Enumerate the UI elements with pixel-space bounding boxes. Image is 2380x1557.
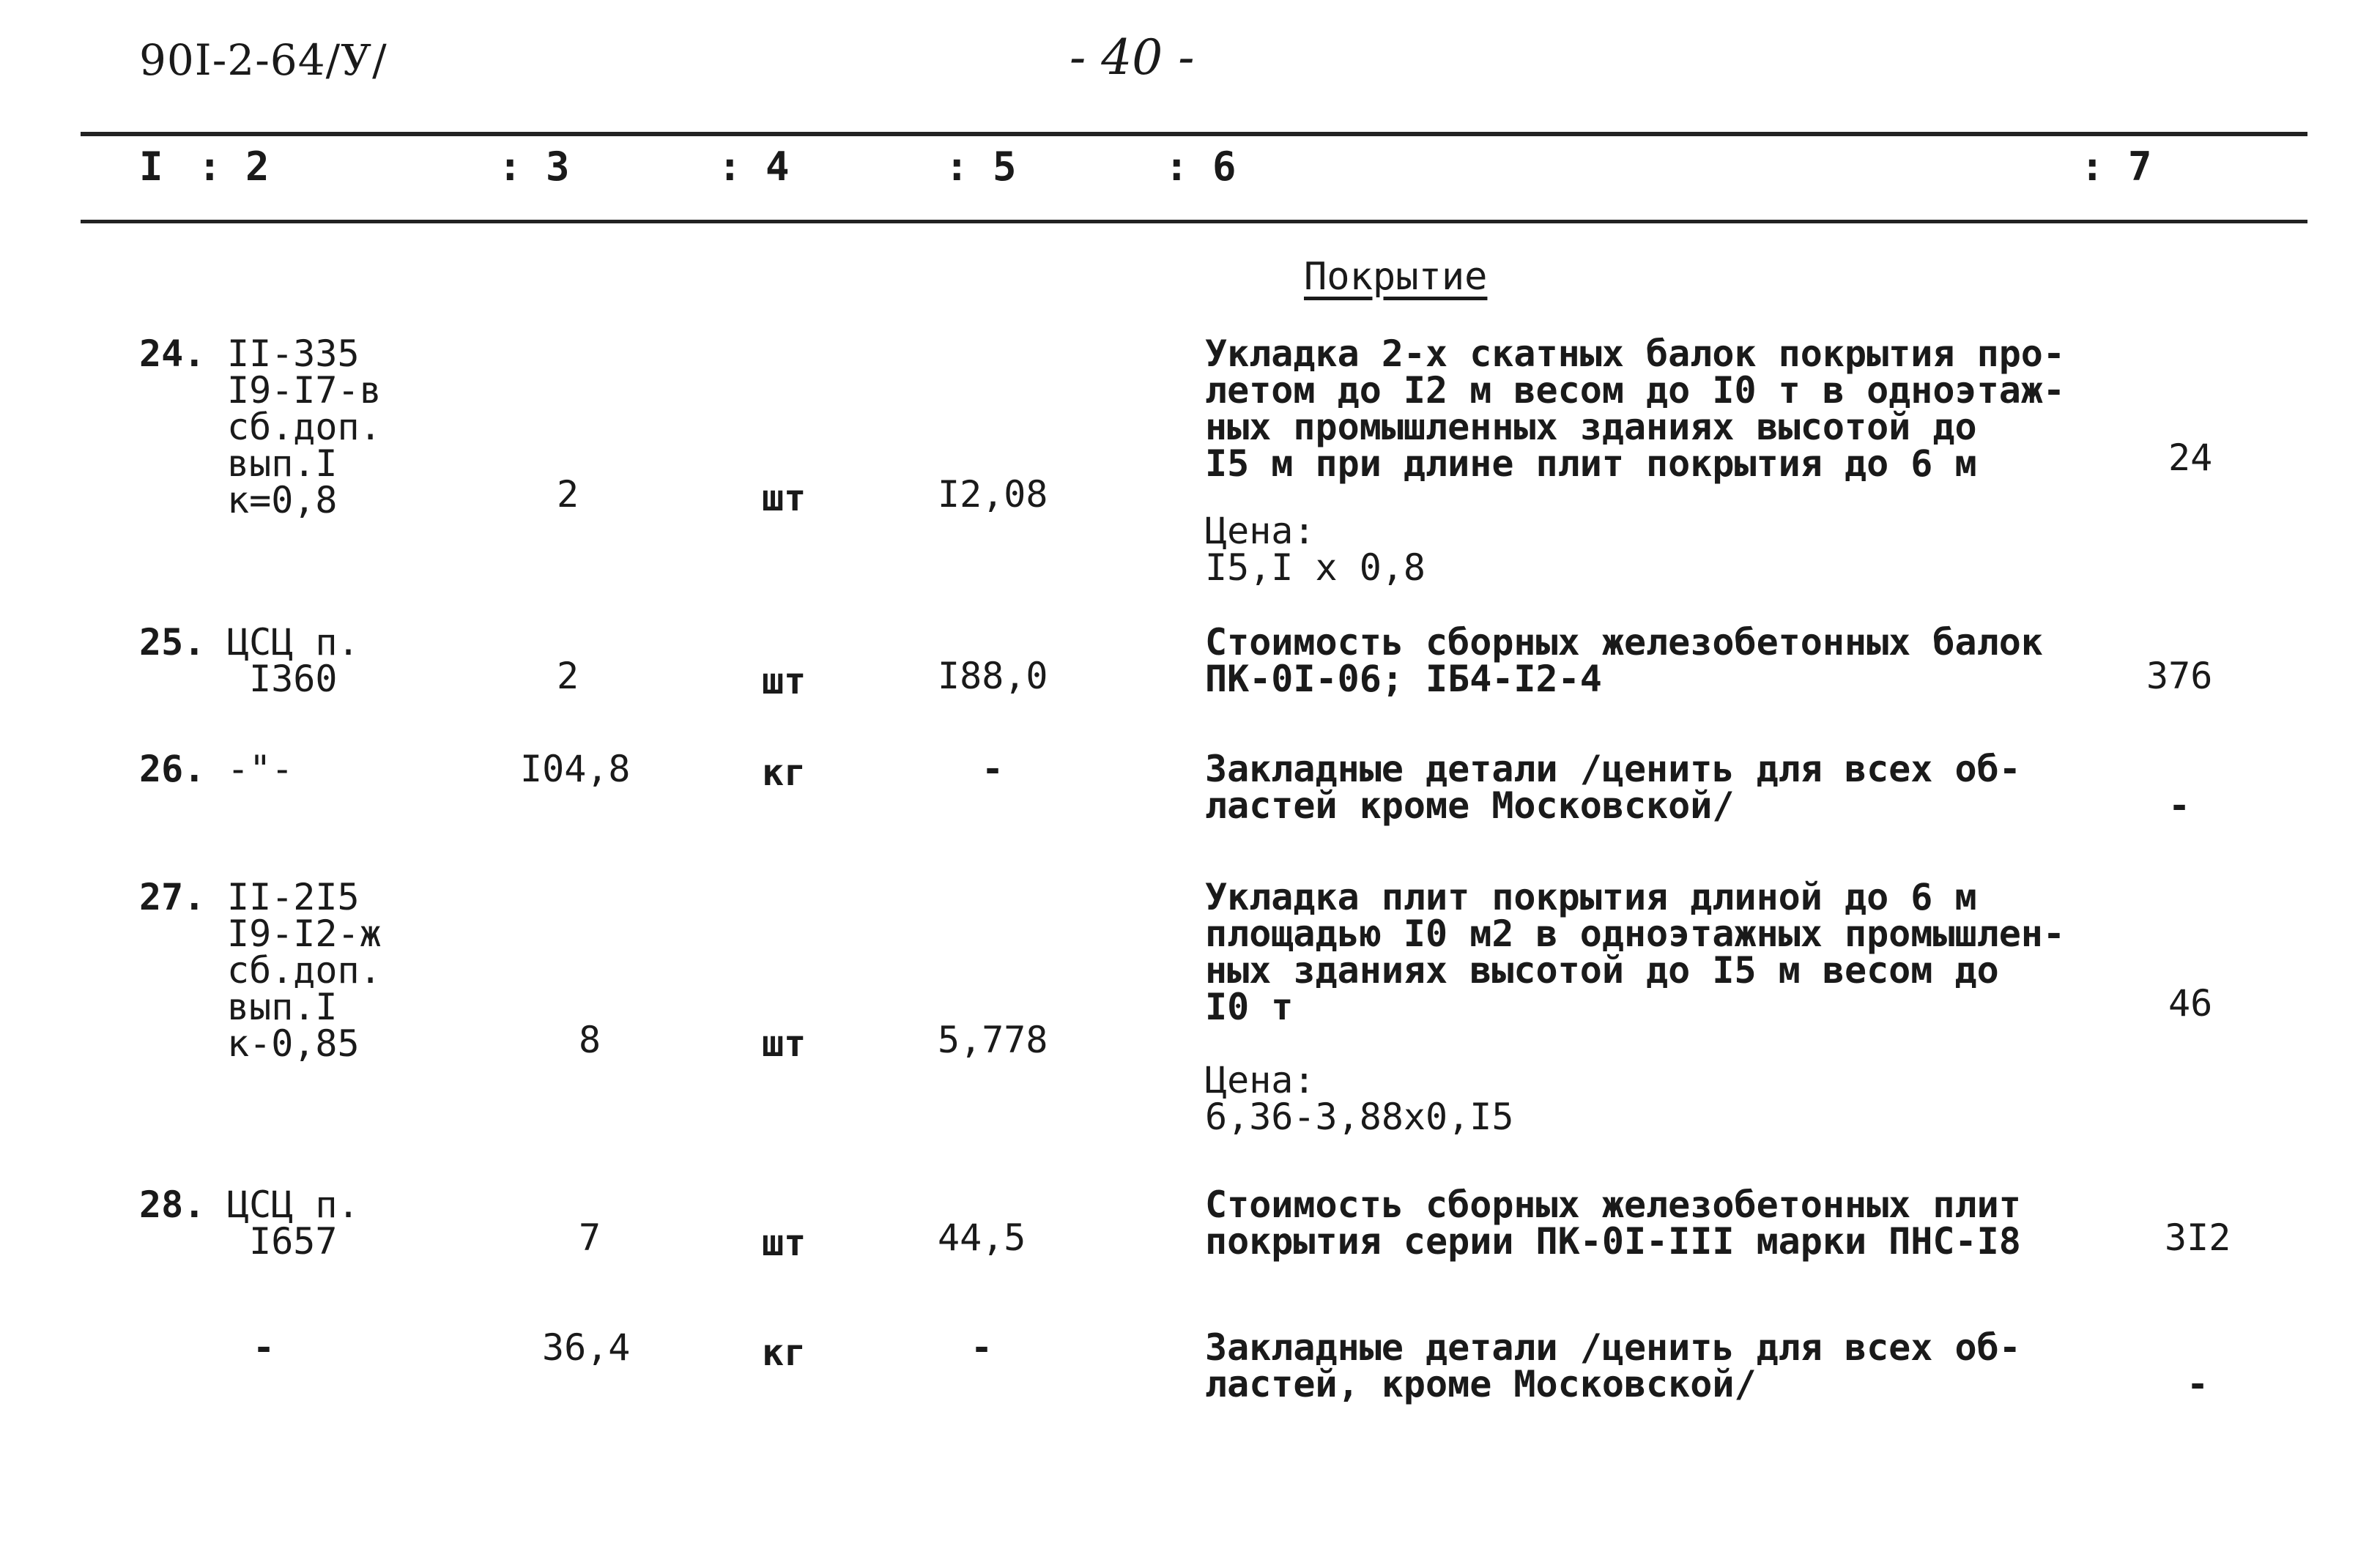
section-title: Покрытие <box>1304 255 1488 299</box>
row-total: 3I2 <box>2165 1216 2231 1259</box>
row-reference: ЦСЦ п. I360 <box>227 621 360 700</box>
row-description: Закладные детали /ценить для всех об- ластей кроме Московской/ <box>1205 748 2021 827</box>
row-price: - <box>982 748 1004 790</box>
row-total: - <box>2187 1363 2209 1405</box>
row-reference: II-335 I9-I7-в сб.доп. вып.I к=0,8 <box>227 332 382 521</box>
row-total: - <box>2168 784 2191 827</box>
row-unit: шт <box>762 1222 807 1264</box>
row-price: I88,0 <box>938 655 1048 697</box>
row-total: 376 <box>2146 655 2213 697</box>
row-price: - <box>971 1326 993 1369</box>
row-price: 44,5 <box>938 1216 1026 1259</box>
row-description: Стоимость сборных железобетонных плит покрытия серии ПК-0I-III марки ПНС-I8 <box>1205 1183 2021 1263</box>
document-code: 90I-2-64/У/ <box>139 35 388 85</box>
row-description: Стоимость сборных железобетонных балок ПК-0I-06; IБ4-I2-4 <box>1205 621 2043 700</box>
row-unit: шт <box>762 477 807 519</box>
row-quantity: 7 <box>579 1216 601 1259</box>
row-quantity: 2 <box>557 655 579 697</box>
col-header-6: : 6 <box>1165 144 1237 190</box>
row-quantity: 8 <box>579 1019 601 1061</box>
row-price-note: Цена: 6,36-3,88x0,I5 <box>1205 1059 1514 1138</box>
row-number: 27. <box>139 876 206 918</box>
row-number: 24. <box>139 332 206 375</box>
header-rule-bottom <box>81 220 2307 223</box>
row-reference: - <box>253 1326 275 1369</box>
row-reference: ЦСЦ п. I657 <box>227 1183 360 1263</box>
row-total: 24 <box>2168 436 2213 479</box>
row-quantity: 2 <box>557 473 579 516</box>
row-unit: кг <box>762 1331 807 1374</box>
row-price: I2,08 <box>938 473 1048 516</box>
row-price: 5,778 <box>938 1019 1048 1061</box>
row-reference: -"- <box>227 748 294 790</box>
row-description: Укладка плит покрытия длиной до 6 м площадью I0 м2 в одноэтажных промышлен- ных зданиях высотой до I5 м весом до I0 т <box>1205 876 2065 1028</box>
row-description: Закладные детали /ценить для всех об- ластей, кроме Московской/ <box>1205 1326 2021 1405</box>
page-number: - 40 - <box>1069 29 1195 86</box>
row-price-note: Цена: I5,I x 0,8 <box>1205 510 1426 589</box>
row-number: 25. <box>139 621 206 664</box>
col-header-3: : 3 <box>498 144 570 190</box>
col-header-4: : 4 <box>718 144 790 190</box>
row-unit: шт <box>762 660 807 702</box>
row-quantity: 36,4 <box>542 1326 631 1369</box>
row-number: 26. <box>139 748 206 790</box>
col-header-5: : 5 <box>945 144 1017 190</box>
header-rule-top <box>81 132 2307 136</box>
row-unit: шт <box>762 1022 807 1065</box>
row-quantity: I04,8 <box>520 748 631 790</box>
col-header-2: : 2 <box>198 144 270 190</box>
row-reference: II-2I5 I9-I2-ж сб.доп. вып.I к-0,85 <box>227 876 382 1065</box>
col-header-7: : 7 <box>2080 144 2152 190</box>
row-description: Укладка 2-х скатных балок покрытия про- летом до I2 м весом до I0 т в одноэтаж- ных промышленных зданиях высотой до I5 м при длине плит покрытия до 6 м <box>1205 332 2065 485</box>
row-total: 46 <box>2168 982 2213 1025</box>
row-number: 28. <box>139 1183 206 1226</box>
col-header-1: I <box>139 144 163 190</box>
row-unit: кг <box>762 751 807 794</box>
